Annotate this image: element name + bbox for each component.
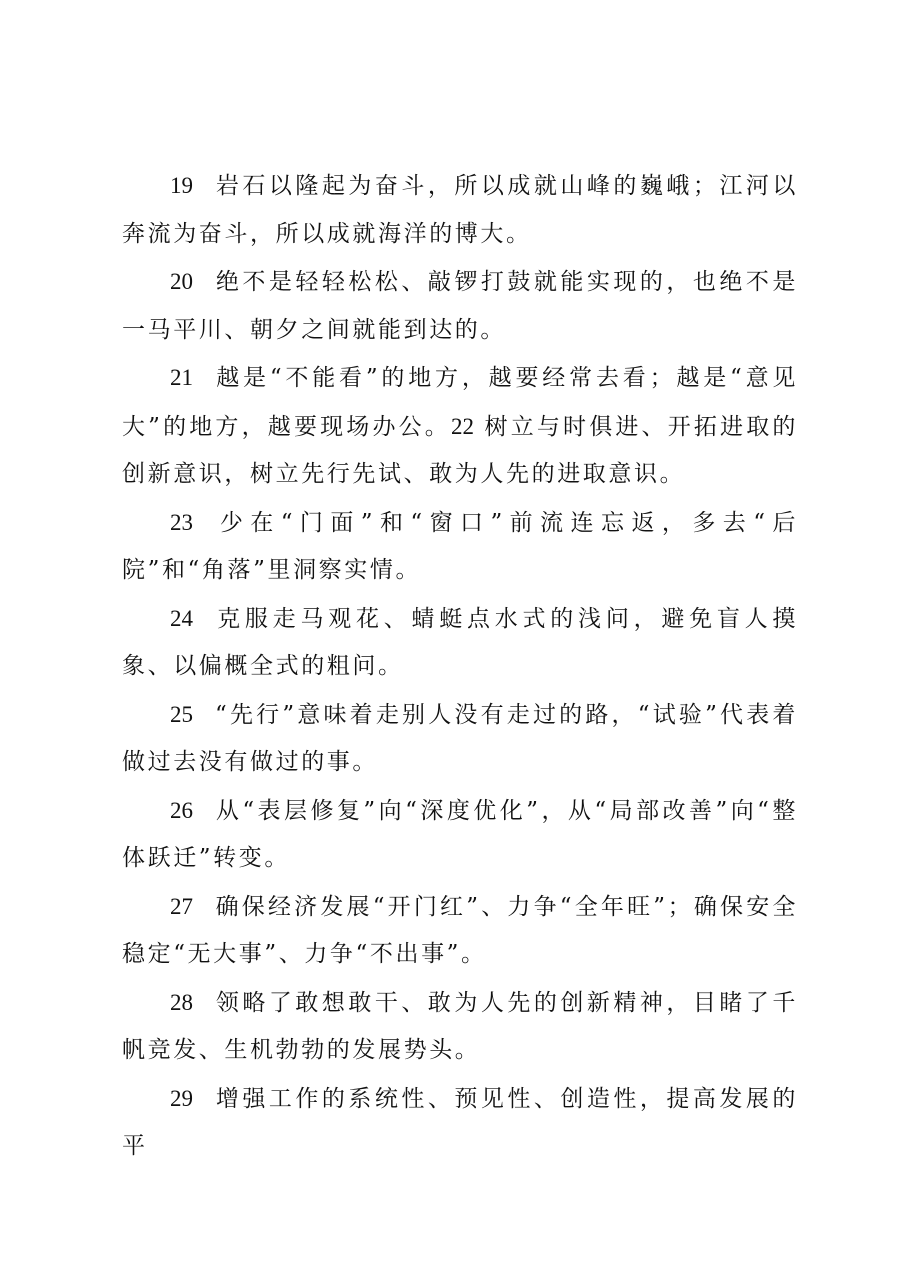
- paragraph-28: [122, 979, 798, 1075]
- item-number: 28: [170, 989, 193, 1015]
- paragraph-27: [122, 883, 798, 979]
- paragraph-text: 越是“不能看”的地方，越要经常去看；越是“意见大”的地方，越要现场办公。: [122, 365, 798, 440]
- paragraph-text: 领略了敢想敢干、敢为人先的创新精神，目睹了千帆竞发、生机勃勃的发展势头。: [122, 989, 798, 1063]
- paragraph-text-inline: 树立与时俱进、开拓进取的创新意识，树立先行先试、敢为人先的进取意识。: [122, 413, 799, 487]
- item-number: 19: [170, 173, 193, 198]
- paragraph-20: [122, 258, 798, 354]
- paragraph-text: 确保经济发展“开门红”、力争“全年旺”；确保安全稳定“无大事”、力争“不出事”。: [122, 893, 798, 967]
- item-number: 25: [170, 701, 193, 727]
- paragraph-25: [122, 691, 798, 787]
- paragraph-text: 增强工作的系统性、预见性、创造性，提高发展的平: [122, 1085, 798, 1159]
- document-body: [122, 162, 798, 1171]
- paragraph-29: [122, 1075, 798, 1171]
- paragraph-23: [122, 499, 798, 595]
- paragraph-24: [122, 595, 798, 691]
- item-number: 20: [170, 269, 193, 294]
- item-number: 24: [170, 605, 193, 631]
- item-number-inline: 22: [450, 413, 474, 439]
- paragraph-text: “先行”意味着走别人没有走过的路，“试验”代表着做过去没有做过的事。: [122, 701, 798, 775]
- item-number: 26: [170, 797, 193, 823]
- paragraph-26: [122, 787, 798, 883]
- paragraph-text: 岩石以隆起为奋斗，所以成就山峰的巍峨；江河以奔流为奋斗，所以成就海洋的博大。: [122, 173, 798, 247]
- paragraph-text: 绝不是轻轻松松、敲锣打鼓就能实现的，也绝不是一马平川、朝夕之间就能到达的。: [122, 269, 798, 343]
- item-number: 23: [170, 509, 193, 535]
- paragraph-text: 少在“门面”和“窗口”前流连忘返，多去“后院”和“角落”里洞察实情。: [122, 509, 798, 583]
- paragraph-text: 克服走马观花、蜻蜓点水式的浅问，避免盲人摸象、以偏概全式的粗问。: [122, 605, 798, 679]
- item-number: 29: [170, 1085, 193, 1111]
- paragraph-19: [122, 162, 798, 258]
- paragraph-21: [122, 354, 798, 499]
- paragraph-text: 从“表层修复”向“深度优化”，从“局部改善”向“整体跃迁”转变。: [122, 797, 798, 871]
- item-number: 21: [170, 365, 193, 390]
- item-number: 27: [170, 893, 193, 919]
